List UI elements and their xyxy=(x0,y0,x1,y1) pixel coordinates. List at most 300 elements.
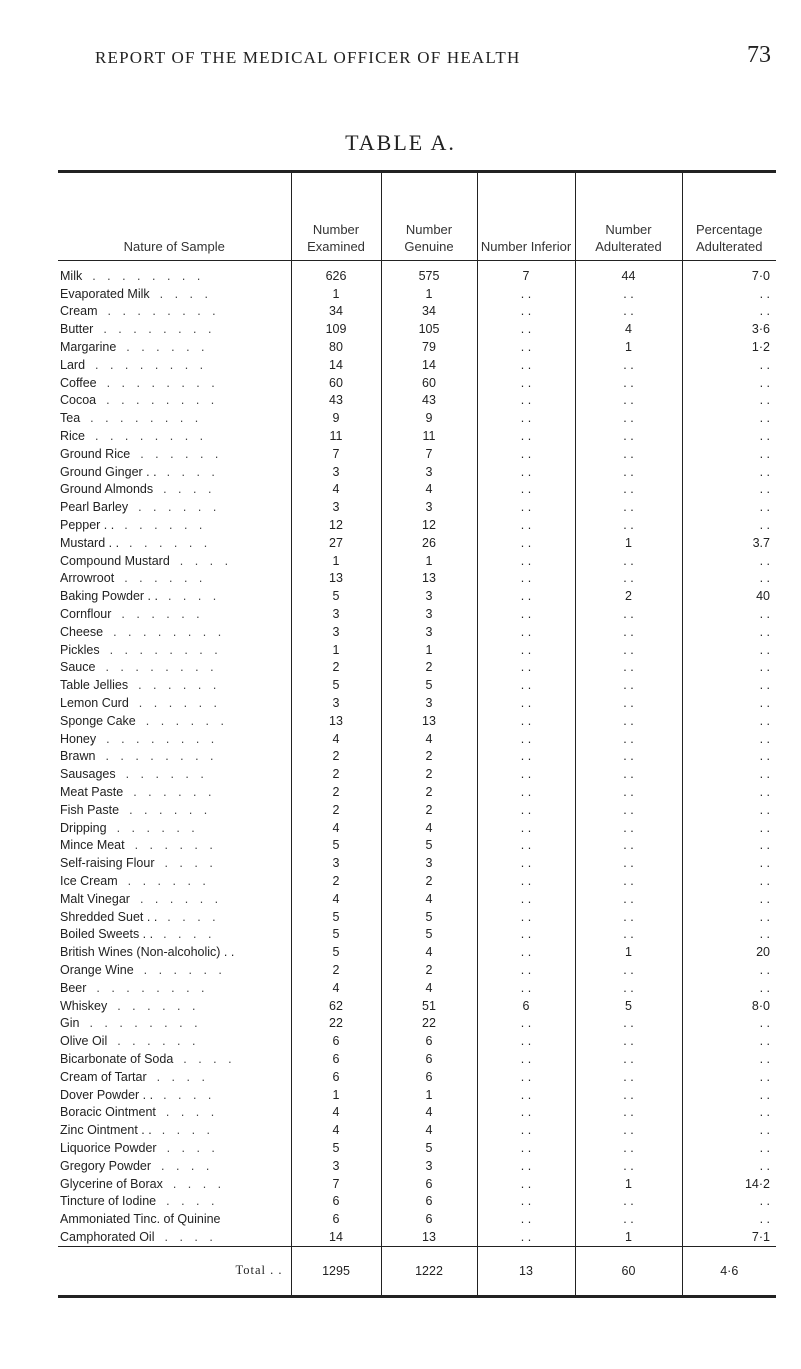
cell-genuine: 6 xyxy=(381,1032,477,1050)
cell-sample-name xyxy=(58,908,291,926)
cell-inferior: . . xyxy=(477,1192,575,1210)
cell-genuine: 4 xyxy=(381,890,477,908)
cell-sample-name xyxy=(58,338,291,356)
cell-adulterated: . . xyxy=(575,890,682,908)
cell-adulterated: . . xyxy=(575,925,682,943)
leader-dots: . . . . xyxy=(167,909,220,924)
cell-percentage: . . xyxy=(682,712,776,730)
cell-genuine: 26 xyxy=(381,534,477,552)
sample-name: Sponge Cake xyxy=(60,713,136,728)
cell-percentage: . . xyxy=(682,676,776,694)
cell-percentage: 40 xyxy=(682,587,776,605)
cell-genuine: 3 xyxy=(381,1157,477,1175)
col-header-adulterated: Number Adulterated xyxy=(575,173,682,261)
cell-examined: 9 xyxy=(291,409,381,427)
leader-dots: . . . . xyxy=(163,927,216,942)
cell-adulterated: . . xyxy=(575,872,682,890)
cell-percentage: . . xyxy=(682,356,776,374)
cell-adulterated: . . xyxy=(575,427,682,445)
leader-dots: . . . . . . xyxy=(134,838,217,853)
leader-dots: . . . . xyxy=(172,1176,226,1191)
cell-sample-name xyxy=(58,1086,291,1104)
table-row xyxy=(58,374,776,392)
table-row xyxy=(58,1032,776,1050)
cell-sample-name xyxy=(58,1228,291,1246)
leader-dots: . . . . . . . . xyxy=(109,642,222,657)
cell-percentage: . . xyxy=(682,837,776,855)
cell-genuine: 2 xyxy=(381,783,477,801)
cell-examined: 3 xyxy=(291,623,381,641)
cell-percentage: . . xyxy=(682,748,776,766)
cell-inferior: 7 xyxy=(477,261,575,285)
cell-genuine: 2 xyxy=(381,961,477,979)
cell-examined: 22 xyxy=(291,1014,381,1032)
sample-name: Bicarbonate of Soda xyxy=(60,1051,174,1066)
table-row xyxy=(58,837,776,855)
cell-percentage: . . xyxy=(682,409,776,427)
cell-genuine: 6 xyxy=(381,1068,477,1086)
cell-adulterated: . . xyxy=(575,854,682,872)
cell-genuine: 5 xyxy=(381,908,477,926)
leader-dots: . . . . . . . . xyxy=(92,268,205,283)
table-row xyxy=(58,587,776,605)
table-row xyxy=(58,659,776,677)
cell-sample-name xyxy=(58,676,291,694)
cell-sample-name xyxy=(58,1175,291,1193)
cell-examined: 1 xyxy=(291,1086,381,1104)
sample-name: Cream xyxy=(60,304,98,319)
leader-dots: . . . . . . . . xyxy=(105,660,218,675)
sample-name: Evaporated Milk xyxy=(60,286,150,301)
cell-inferior: . . xyxy=(477,676,575,694)
cell-percentage: . . xyxy=(682,1032,776,1050)
cell-percentage: 20 xyxy=(682,943,776,961)
table-row xyxy=(58,641,776,659)
cell-adulterated: . . xyxy=(575,1121,682,1139)
cell-percentage: . . xyxy=(682,641,776,659)
leader-dots: . . . . . . xyxy=(143,962,226,977)
cell-percentage: . . xyxy=(682,498,776,516)
leader-dots: . . . . . . xyxy=(129,802,212,817)
leader-dots: . . . . . . xyxy=(125,767,208,782)
cell-sample-name xyxy=(58,712,291,730)
cell-examined: 2 xyxy=(291,801,381,819)
cell-percentage: 14·2 xyxy=(682,1175,776,1193)
sample-name: Self-raising Flour xyxy=(60,856,155,871)
cell-adulterated: . . xyxy=(575,819,682,837)
cell-examined: 2 xyxy=(291,748,381,766)
cell-examined: 13 xyxy=(291,570,381,588)
leader-dots: . . . . xyxy=(156,1069,209,1084)
leader-dots: . . . . xyxy=(166,1194,219,1209)
cell-genuine: 2 xyxy=(381,872,477,890)
cell-percentage: . . xyxy=(682,1103,776,1121)
cell-sample-name xyxy=(58,1139,291,1157)
cell-inferior: . . xyxy=(477,943,575,961)
sample-name: Table Jellies xyxy=(60,678,129,693)
leader-dots: . . . . . . . . xyxy=(113,624,226,639)
total-adulterated: 60 xyxy=(575,1246,682,1295)
cell-percentage: . . xyxy=(682,392,776,410)
cell-genuine: 6 xyxy=(381,1192,477,1210)
cell-adulterated: 1 xyxy=(575,943,682,961)
cell-percentage: . . xyxy=(682,659,776,677)
cell-inferior: . . xyxy=(477,1086,575,1104)
cell-adulterated: . . xyxy=(575,676,682,694)
cell-examined: 3 xyxy=(291,605,381,623)
cell-percentage: . . xyxy=(682,872,776,890)
table-row xyxy=(58,427,776,445)
leader-dots: . . . . . . xyxy=(139,891,223,906)
sample-table-container xyxy=(58,170,776,1298)
table-row xyxy=(58,1175,776,1193)
sample-table xyxy=(58,173,776,1295)
cell-percentage: . . xyxy=(682,961,776,979)
sample-name: Pepper . . xyxy=(60,518,115,533)
col-header-nature: Nature of Sample xyxy=(58,173,291,261)
cell-adulterated: . . xyxy=(575,694,682,712)
cell-examined: 60 xyxy=(291,374,381,392)
cell-sample-name xyxy=(58,943,291,961)
cell-genuine: 4 xyxy=(381,943,477,961)
cell-genuine: 4 xyxy=(381,1103,477,1121)
leader-dots: . . . . . . xyxy=(117,998,200,1013)
cell-percentage: . . xyxy=(682,890,776,908)
cell-adulterated: . . xyxy=(575,570,682,588)
cell-examined: 4 xyxy=(291,730,381,748)
table-row xyxy=(58,623,776,641)
cell-adulterated: . . xyxy=(575,961,682,979)
cell-genuine: 3 xyxy=(381,623,477,641)
cell-percentage: . . xyxy=(682,445,776,463)
cell-adulterated: . . xyxy=(575,1014,682,1032)
running-title: REPORT OF THE MEDICAL OFFICER OF HEALTH xyxy=(95,48,521,67)
leader-dots: . . . . . . xyxy=(129,535,212,550)
cell-inferior: . . xyxy=(477,979,575,997)
cell-genuine: 14 xyxy=(381,356,477,374)
cell-examined: 3 xyxy=(291,694,381,712)
total-examined: 1295 xyxy=(291,1246,381,1295)
leader-dots: . . . . xyxy=(179,553,233,568)
cell-percentage: . . xyxy=(682,925,776,943)
cell-inferior: . . xyxy=(477,623,575,641)
total-row xyxy=(58,1246,776,1295)
sample-name: Arrowroot xyxy=(60,571,115,586)
cell-inferior: . . xyxy=(477,356,575,374)
cell-inferior: . . xyxy=(477,409,575,427)
cell-genuine: 12 xyxy=(381,516,477,534)
cell-examined: 4 xyxy=(291,890,381,908)
leader-dots: . . . . xyxy=(183,1051,236,1066)
cell-inferior: . . xyxy=(477,427,575,445)
cell-adulterated: . . xyxy=(575,374,682,392)
cell-examined: 3 xyxy=(291,1157,381,1175)
cell-genuine: 13 xyxy=(381,570,477,588)
leader-dots: . . . . . . . . xyxy=(95,429,208,444)
table-row xyxy=(58,1086,776,1104)
table-row xyxy=(58,925,776,943)
cell-sample-name xyxy=(58,552,291,570)
cell-examined: 5 xyxy=(291,587,381,605)
cell-adulterated: . . xyxy=(575,1086,682,1104)
cell-examined: 5 xyxy=(291,837,381,855)
cell-sample-name xyxy=(58,516,291,534)
cell-inferior: . . xyxy=(477,730,575,748)
table-row xyxy=(58,338,776,356)
cell-percentage: . . xyxy=(682,552,776,570)
cell-inferior: . . xyxy=(477,1121,575,1139)
cell-examined: 5 xyxy=(291,1139,381,1157)
cell-examined: 6 xyxy=(291,1192,381,1210)
sample-name: Lard xyxy=(60,357,86,372)
cell-sample-name xyxy=(58,409,291,427)
cell-inferior: . . xyxy=(477,659,575,677)
cell-genuine: 2 xyxy=(381,801,477,819)
cell-inferior: . . xyxy=(477,1068,575,1086)
cell-sample-name xyxy=(58,1068,291,1086)
table-body xyxy=(58,261,776,1247)
sample-name: Boracic Ointment xyxy=(60,1105,156,1120)
cell-sample-name xyxy=(58,570,291,588)
leader-dots: . . . . xyxy=(167,589,221,604)
cell-percentage: . . xyxy=(682,694,776,712)
cell-inferior: . . xyxy=(477,605,575,623)
cell-adulterated: . . xyxy=(575,783,682,801)
table-row xyxy=(58,1121,776,1139)
cell-genuine: 4 xyxy=(381,819,477,837)
cell-percentage: . . xyxy=(682,801,776,819)
cell-examined: 4 xyxy=(291,1103,381,1121)
sample-name: Brawn xyxy=(60,749,96,764)
sample-name: Boiled Sweets . . xyxy=(60,927,154,942)
cell-sample-name xyxy=(58,427,291,445)
cell-percentage: 7·0 xyxy=(682,261,776,285)
table-row xyxy=(58,890,776,908)
sample-name: Orange Wine xyxy=(60,962,134,977)
cell-inferior: . . xyxy=(477,872,575,890)
cell-percentage: . . xyxy=(682,481,776,499)
leader-dots: . . . . . . xyxy=(140,446,223,461)
cell-inferior: . . xyxy=(477,854,575,872)
sample-name: Glycerine of Borax xyxy=(60,1176,163,1191)
sample-name: Lemon Curd xyxy=(60,696,129,711)
cell-examined: 2 xyxy=(291,659,381,677)
sample-name: Malt Vinegar xyxy=(60,891,130,906)
cell-sample-name xyxy=(58,303,291,321)
cell-adulterated: 4 xyxy=(575,320,682,338)
table-row xyxy=(58,730,776,748)
leader-dots: . . . . . . xyxy=(145,713,228,728)
cell-genuine: 43 xyxy=(381,392,477,410)
leader-dots: . . . . . . xyxy=(127,873,210,888)
cell-inferior: . . xyxy=(477,1175,575,1193)
cell-sample-name xyxy=(58,374,291,392)
table-row xyxy=(58,712,776,730)
leader-dots: . . . . . . . . xyxy=(103,322,216,337)
table-row xyxy=(58,908,776,926)
cell-sample-name xyxy=(58,961,291,979)
cell-inferior: . . xyxy=(477,1014,575,1032)
cell-inferior: 6 xyxy=(477,997,575,1015)
sample-name: Fish Paste xyxy=(60,802,120,817)
cell-percentage: . . xyxy=(682,1068,776,1086)
cell-genuine: 105 xyxy=(381,320,477,338)
cell-genuine: 3 xyxy=(381,605,477,623)
cell-genuine: 13 xyxy=(381,712,477,730)
cell-sample-name xyxy=(58,765,291,783)
table-row xyxy=(58,1192,776,1210)
cell-adulterated: . . xyxy=(575,481,682,499)
cell-sample-name xyxy=(58,285,291,303)
table-row xyxy=(58,1139,776,1157)
cell-inferior: . . xyxy=(477,694,575,712)
cell-sample-name xyxy=(58,1050,291,1068)
cell-genuine: 2 xyxy=(381,748,477,766)
cell-sample-name xyxy=(58,623,291,641)
cell-sample-name xyxy=(58,1014,291,1032)
leader-dots: . . . . . . xyxy=(138,678,221,693)
sample-name: Olive Oil xyxy=(60,1034,108,1049)
sample-name: Zinc Ointment . . xyxy=(60,1123,152,1138)
cell-examined: 4 xyxy=(291,979,381,997)
cell-adulterated: . . xyxy=(575,641,682,659)
table-row xyxy=(58,854,776,872)
table-row xyxy=(58,392,776,410)
cell-adulterated: . . xyxy=(575,285,682,303)
cell-adulterated: . . xyxy=(575,356,682,374)
cell-genuine: 13 xyxy=(381,1228,477,1246)
cell-inferior: . . xyxy=(477,374,575,392)
cell-percentage: . . xyxy=(682,463,776,481)
cell-sample-name xyxy=(58,1192,291,1210)
cell-genuine: 6 xyxy=(381,1050,477,1068)
leader-dots: . . . . xyxy=(164,1229,217,1244)
col-header-inferior: Number Inferior xyxy=(477,173,575,261)
cell-adulterated: . . xyxy=(575,979,682,997)
cell-sample-name xyxy=(58,872,291,890)
cell-percentage: . . xyxy=(682,1050,776,1068)
cell-inferior: . . xyxy=(477,819,575,837)
cell-inferior: . . xyxy=(477,570,575,588)
table-row xyxy=(58,748,776,766)
cell-examined: 5 xyxy=(291,908,381,926)
cell-inferior: . . xyxy=(477,463,575,481)
cell-adulterated: . . xyxy=(575,801,682,819)
cell-examined: 5 xyxy=(291,676,381,694)
table-row xyxy=(58,1050,776,1068)
sample-name: Mince Meat xyxy=(60,838,125,853)
table-row xyxy=(58,1103,776,1121)
table-row xyxy=(58,356,776,374)
sample-name: Whiskey xyxy=(60,998,108,1013)
cell-examined: 4 xyxy=(291,481,381,499)
table-row xyxy=(58,605,776,623)
cell-inferior: . . xyxy=(477,481,575,499)
cell-adulterated: . . xyxy=(575,516,682,534)
table-row xyxy=(58,979,776,997)
cell-sample-name xyxy=(58,481,291,499)
cell-inferior: . . xyxy=(477,641,575,659)
leader-dots: . . . . . . xyxy=(124,518,207,533)
sample-name: Margarine xyxy=(60,340,117,355)
leader-dots: . . . . . . xyxy=(124,571,207,586)
cell-genuine: 5 xyxy=(381,676,477,694)
cell-percentage: . . xyxy=(682,1210,776,1228)
leader-dots: . . . . xyxy=(161,1158,214,1173)
cell-examined: 12 xyxy=(291,516,381,534)
cell-percentage: . . xyxy=(682,1192,776,1210)
cell-sample-name xyxy=(58,659,291,677)
cell-percentage: 8·0 xyxy=(682,997,776,1015)
table-row xyxy=(58,481,776,499)
cell-inferior: . . xyxy=(477,338,575,356)
cell-genuine: 7 xyxy=(381,445,477,463)
cell-sample-name xyxy=(58,261,291,285)
leader-dots: . . . . . . xyxy=(126,340,209,355)
cell-genuine: 2 xyxy=(381,659,477,677)
cell-adulterated: 1 xyxy=(575,534,682,552)
sample-name: Mustard . . xyxy=(60,535,120,550)
cell-examined: 2 xyxy=(291,872,381,890)
cell-examined: 1 xyxy=(291,552,381,570)
cell-examined: 2 xyxy=(291,765,381,783)
table-row xyxy=(58,1068,776,1086)
sample-name: Pearl Barley xyxy=(60,500,129,515)
cell-examined: 80 xyxy=(291,338,381,356)
cell-genuine: 5 xyxy=(381,925,477,943)
cell-examined: 6 xyxy=(291,1068,381,1086)
cell-examined: 6 xyxy=(291,1210,381,1228)
cell-sample-name xyxy=(58,890,291,908)
sample-name: Cocoa xyxy=(60,393,97,408)
leader-dots: . . . . xyxy=(166,1140,219,1155)
sample-name: Cornflour xyxy=(60,607,112,622)
table-row xyxy=(58,1014,776,1032)
table-row xyxy=(58,694,776,712)
cell-genuine: 3 xyxy=(381,694,477,712)
cell-adulterated: . . xyxy=(575,1192,682,1210)
cell-sample-name xyxy=(58,694,291,712)
cell-percentage: . . xyxy=(682,570,776,588)
leader-dots: . . . . . . . . xyxy=(96,980,209,995)
table-row xyxy=(58,261,776,285)
cell-adulterated: . . xyxy=(575,392,682,410)
cell-inferior: . . xyxy=(477,890,575,908)
cell-inferior: . . xyxy=(477,392,575,410)
cell-examined: 626 xyxy=(291,261,381,285)
cell-genuine: 575 xyxy=(381,261,477,285)
cell-percentage: . . xyxy=(682,516,776,534)
cell-percentage: . . xyxy=(682,1139,776,1157)
cell-sample-name xyxy=(58,1121,291,1139)
leader-dots: . . . . . . xyxy=(121,607,204,622)
cell-sample-name xyxy=(58,748,291,766)
leader-dots: . . . . . . . . xyxy=(106,393,219,408)
table-row xyxy=(58,801,776,819)
cell-sample-name xyxy=(58,837,291,855)
cell-inferior: . . xyxy=(477,320,575,338)
cell-genuine: 79 xyxy=(381,338,477,356)
sample-name: Baking Powder . . xyxy=(60,589,158,604)
sample-name: Gregory Powder xyxy=(60,1158,152,1173)
table-row xyxy=(58,570,776,588)
sample-name: Rice xyxy=(60,429,86,444)
cell-adulterated: . . xyxy=(575,445,682,463)
cell-genuine: 6 xyxy=(381,1175,477,1193)
cell-examined: 27 xyxy=(291,534,381,552)
leader-dots: . . . . . . xyxy=(138,500,221,515)
table-row xyxy=(58,676,776,694)
